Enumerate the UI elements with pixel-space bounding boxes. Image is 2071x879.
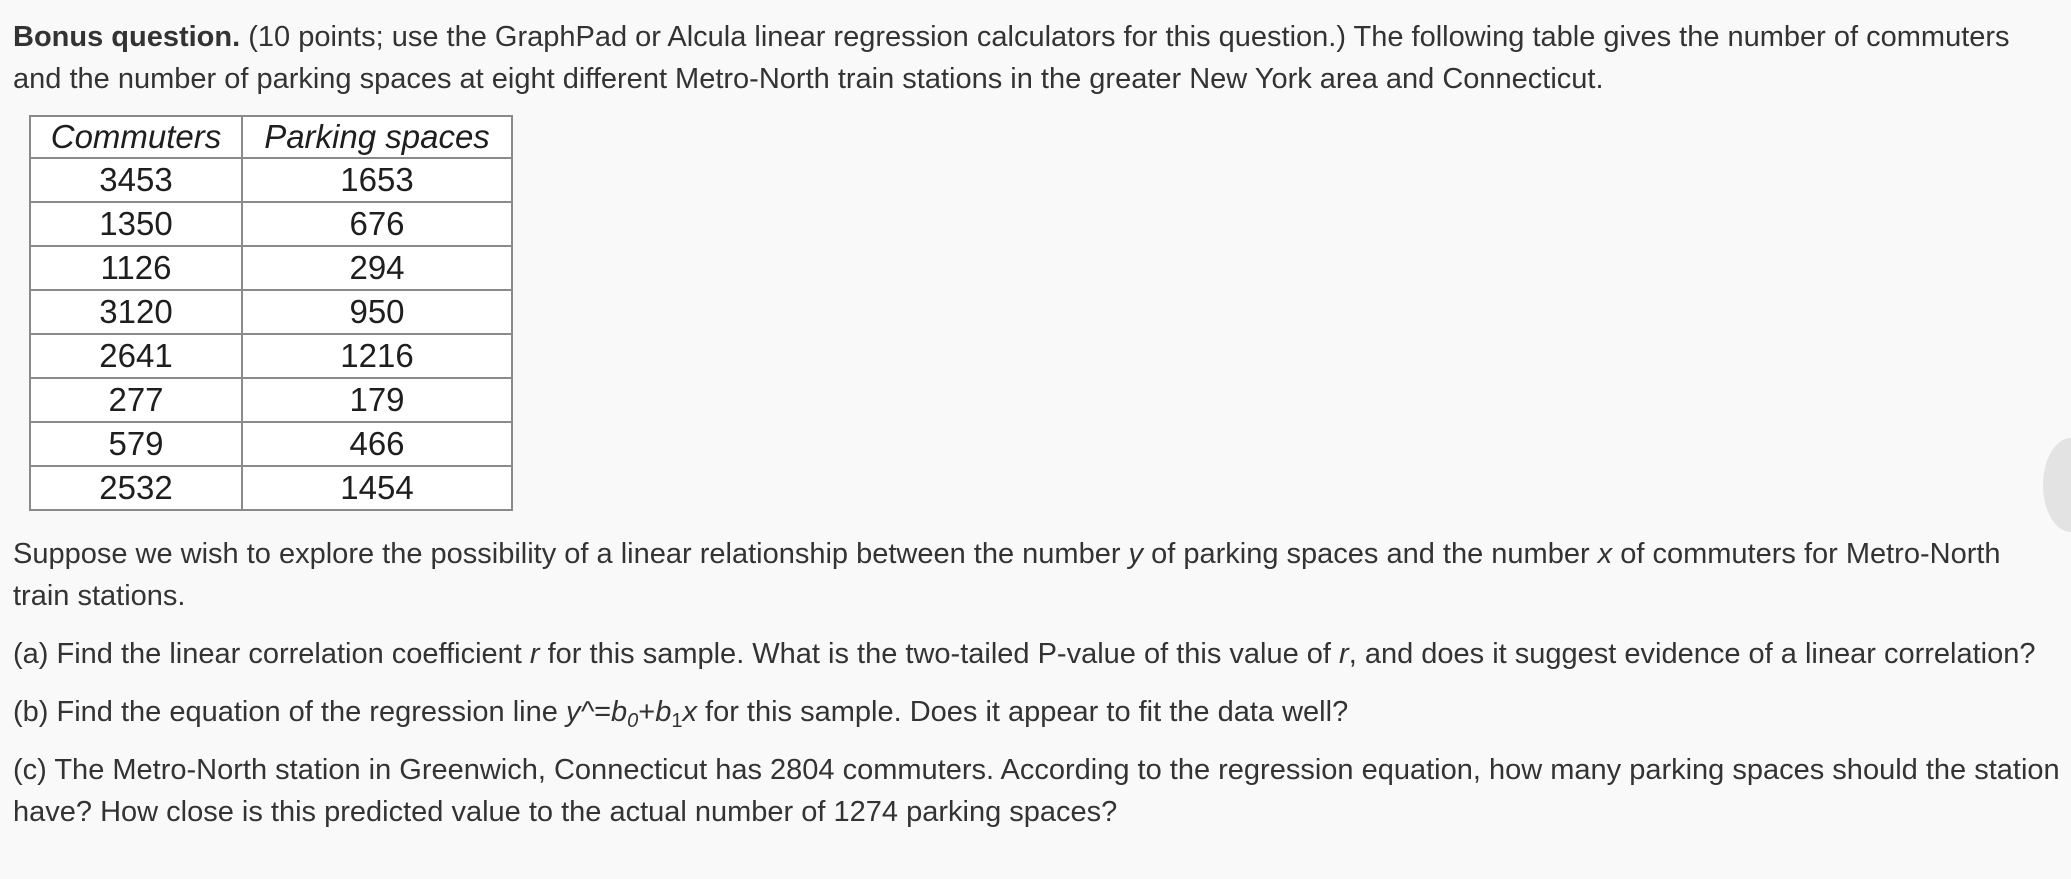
bonus-question-label: Bonus question. bbox=[13, 21, 241, 53]
table-row bbox=[30, 466, 512, 510]
commuters-cell: 1126 bbox=[30, 246, 242, 290]
parking-spaces-cell: 1653 bbox=[242, 158, 512, 202]
parking-spaces-cell: 676 bbox=[242, 202, 512, 246]
parking-spaces-cell: 1216 bbox=[242, 334, 512, 378]
column-header-commuters: Commuters bbox=[30, 116, 242, 158]
question-a bbox=[13, 633, 2063, 675]
column-header-parking-spaces: Parking spaces bbox=[242, 116, 512, 158]
table-row bbox=[30, 422, 512, 466]
question-a-text: for this sample. What is the two-tailed P-value of this value of bbox=[539, 638, 1340, 670]
question-c-text: (c) The Metro-North station in Greenwich, Connecticut has 2804 commuters. According to the regression equation, how many parking spaces should the station have? How close is this predicted value to the actual number of 1274 parking spaces? bbox=[13, 754, 2060, 828]
question-a-text: , and does it suggest evidence of a linear correlation? bbox=[1348, 638, 2036, 670]
commuters-cell: 1350 bbox=[30, 202, 242, 246]
regression-equation bbox=[565, 696, 697, 732]
table-header-row bbox=[30, 116, 512, 158]
variable-x: x bbox=[1597, 538, 1613, 570]
table-row bbox=[30, 290, 512, 334]
commuters-cell: 3453 bbox=[30, 158, 242, 202]
question-c bbox=[13, 749, 2063, 833]
suppose-text: of commuters for Metro-North train stations. bbox=[13, 538, 2001, 612]
question-b-text: for this sample. Does it appear to fit the data well? bbox=[696, 696, 1349, 728]
table-row bbox=[30, 202, 512, 246]
table-row bbox=[30, 334, 512, 378]
parking-spaces-cell: 1454 bbox=[242, 466, 512, 510]
commuters-cell: 2532 bbox=[30, 466, 242, 510]
equation-b0: b bbox=[611, 696, 628, 728]
variable-r: r bbox=[529, 638, 540, 670]
table-row bbox=[30, 378, 512, 422]
intro-paragraph bbox=[13, 16, 2063, 100]
equation-b1: b bbox=[655, 696, 672, 728]
equation-subscript-1: 1 bbox=[671, 710, 683, 732]
commuters-cell: 3120 bbox=[30, 290, 242, 334]
equation-subscript-0: 0 bbox=[627, 710, 639, 732]
suppose-paragraph bbox=[13, 533, 2063, 617]
table-row bbox=[30, 246, 512, 290]
question-content bbox=[13, 16, 2063, 833]
commuters-parking-table bbox=[29, 115, 513, 511]
commuters-cell: 277 bbox=[30, 378, 242, 422]
equation-x: x bbox=[682, 696, 697, 728]
question-a-text: (a) Find the linear correlation coefficient bbox=[13, 638, 530, 670]
intro-text: (10 points; use the GraphPad or Alcula linear regression calculators for this question.) The following table gives the number of commuters and the number of parking spaces at eight different Metro-North train stations in the greater New York area and Connecticut. bbox=[13, 21, 2010, 95]
suppose-text: of parking spaces and the number bbox=[1143, 538, 1598, 570]
parking-spaces-cell: 294 bbox=[242, 246, 512, 290]
table-row bbox=[30, 158, 512, 202]
commuters-cell: 2641 bbox=[30, 334, 242, 378]
commuters-cell: 579 bbox=[30, 422, 242, 466]
equation-plus: + bbox=[638, 696, 656, 728]
variable-y: y bbox=[1128, 538, 1144, 570]
suppose-text: Suppose we wish to explore the possibility of a linear relationship between the number bbox=[13, 538, 1129, 570]
parking-spaces-cell: 466 bbox=[242, 422, 512, 466]
equation-y-hat: y^ bbox=[565, 696, 595, 728]
variable-r: r bbox=[1339, 638, 1349, 670]
parking-spaces-cell: 950 bbox=[242, 290, 512, 334]
equation-equals: = bbox=[594, 696, 611, 728]
parking-spaces-cell: 179 bbox=[242, 378, 512, 422]
question-b bbox=[13, 691, 2063, 733]
question-b-text: (b) Find the equation of the regression line bbox=[13, 696, 566, 728]
